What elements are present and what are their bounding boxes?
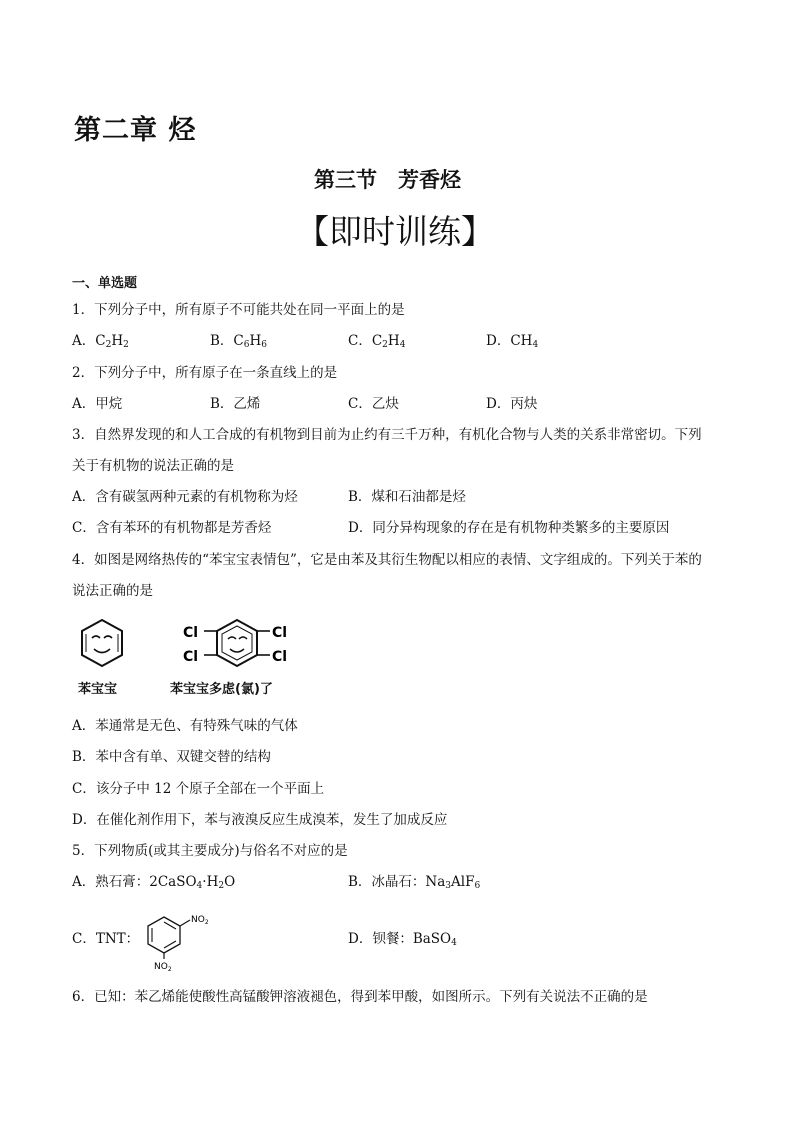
section-title: 第三节 芳香烃: [314, 168, 461, 192]
question-5-option-a: A．熟石膏：$2CaSO_4\cdot H_2O$: [72, 874, 236, 891]
nitro-compound-structure: [134, 905, 224, 973]
question-1-option-c: C．$C_2H_4$: [348, 333, 406, 350]
question-1-option-b: B．$C_6H_6$: [210, 333, 267, 350]
question-1-stem: 1．下列分子中，所有原子不可能共处在同一平面上的是: [72, 302, 405, 318]
question-3-option-d: D．同分异构现象的存在是有机物种类繁多的主要原因: [348, 520, 670, 536]
question-3-stem-line-1: 3．自然界发现的和人工合成的有机物到目前为止约有三千万种，有机化合物与人类的关系非常密切。下列: [72, 427, 702, 443]
question-4-stem-line-1: 4．如图是网络热传的“苯宝宝表情包”，它是由苯及其衍生物配以相应的表情、文字组成的。下列关于苯的: [72, 552, 702, 568]
question-3-option-b: B．煤和石油都是烃: [348, 489, 466, 505]
benzene-baby-caption: 苯宝宝: [78, 682, 118, 697]
question-4-option-b: B．苯中含有单、双键交替的结构: [72, 749, 271, 765]
question-type-heading: 一、单选题: [72, 276, 138, 291]
question-4-option-a: A．苯通常是无色、有特殊气味的气体: [72, 718, 298, 734]
chapter-title: 第二章 烃: [74, 115, 197, 146]
exercise-banner: 【即时训练】: [296, 212, 494, 251]
question-2-option-d: D．丙炔: [486, 396, 538, 412]
chlorine-label: Cl: [183, 649, 199, 665]
question-4-option-c: C．该分子中 12 个原子全部在一个平面上: [72, 781, 325, 797]
question-5-option-b: B．冰晶石：$Na_3AlF_6$: [348, 874, 481, 891]
question-2-option-b: B．乙烯: [210, 396, 261, 412]
chlorine-label: Cl: [272, 649, 288, 665]
question-4-option-d: D．在催化剂作用下，苯与液溴反应生成溴苯，发生了加成反应: [72, 812, 448, 828]
question-1-option-d: D．$CH_4$: [486, 333, 539, 350]
dichlorobenzene-emoji-icon: [183, 620, 287, 666]
question-1-option-a: A．$C_2H_2$: [72, 333, 129, 350]
benzene-baby-icon: [82, 620, 122, 666]
dichlorobenzene-caption: 苯宝宝多虑(氯)了: [170, 682, 273, 697]
chlorine-label: Cl: [183, 625, 199, 641]
nitro-group-label: $NO_2$: [154, 962, 172, 973]
question-6-stem: 6．已知：苯乙烯能使酸性高锰酸钾溶液褪色，得到苯甲酸，如图所示。下列有关说法不正确的是: [72, 989, 648, 1005]
question-4-stem-line-2: 说法正确的是: [72, 583, 153, 599]
question-3-option-c: C．含有苯环的有机物都是芳香烃: [72, 520, 272, 536]
chlorine-label: Cl: [272, 625, 288, 641]
question-3-stem-line-2: 关于有机物的说法正确的是: [72, 458, 234, 474]
question-2-stem: 2．下列分子中，所有原子在一条直线上的是: [72, 365, 338, 381]
question-5-option-c: C．TNT：: [72, 931, 140, 947]
nitro-group-label: $NO_2$: [191, 915, 209, 926]
question-2-option-c: C．乙炔: [348, 396, 399, 412]
question-3-option-a: A．含有碳氢两种元素的有机物称为烃: [72, 489, 298, 505]
question-5-option-d: D．钡餐：BaSO$_4$: [348, 931, 457, 948]
question-5-stem: 5．下列物质(或其主要成分)与俗名不对应的是: [72, 843, 348, 859]
question-2-option-a: A．甲烷: [72, 396, 123, 412]
